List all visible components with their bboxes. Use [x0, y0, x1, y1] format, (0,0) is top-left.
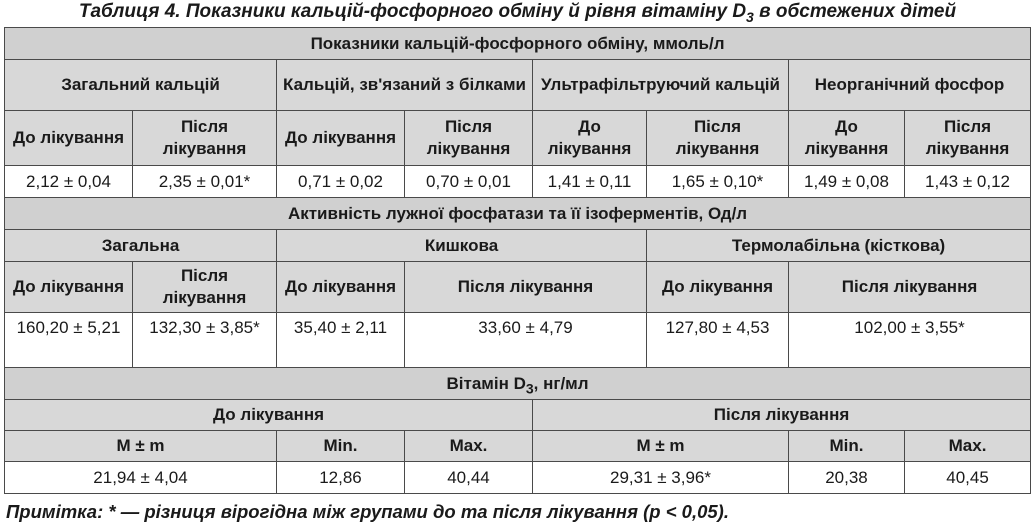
value-cell: 2,12 ± 0,04 — [5, 166, 133, 198]
value-cell: 1,49 ± 0,08 — [789, 166, 905, 198]
section-header-row — [5, 28, 1031, 60]
subheader-cell: Min. — [277, 431, 405, 462]
subheader-cell: Після лікування — [405, 111, 533, 166]
subheader-cell: До лікування — [5, 111, 133, 166]
subheader-cell: M ± m — [5, 431, 277, 462]
value-cell: 21,94 ± 4,04 — [5, 462, 277, 494]
value-cell: 33,60 ± 4,79 — [405, 313, 647, 368]
group-before-treatment: До лікування — [5, 400, 533, 431]
section-title-calcium: Показники кальцій-фосфорного обміну, ммоль/л — [5, 28, 1031, 60]
section-title-vitamin — [5, 368, 1031, 400]
group-header-row — [5, 60, 1031, 111]
subheader-cell: Після лікування — [405, 262, 647, 313]
subheader-cell: Min. — [789, 431, 905, 462]
subheader-cell: Після лікування — [647, 111, 789, 166]
vitamin-title-text: Вітамін D — [446, 373, 526, 393]
value-cell: 29,31 ± 3,96* — [533, 462, 789, 494]
section-header-row — [5, 198, 1031, 230]
value-cell: 1,43 ± 0,12 — [905, 166, 1031, 198]
group-total-phosphatase: Загальна — [5, 230, 277, 262]
caption-text: Таблиця 4. Показники кальцій-фосфорного обміну й рівня вітаміну D — [78, 1, 747, 22]
value-cell: 102,00 ± 3,55* — [789, 313, 1031, 368]
group-ultrafiltrating-calcium: Ультрафільтруючий кальцій — [533, 60, 789, 111]
group-total-calcium: Загальний кальцій — [5, 60, 277, 111]
value-cell: 12,86 — [277, 462, 405, 494]
group-header-row — [5, 230, 1031, 262]
value-cell: 132,30 ± 3,85* — [133, 313, 277, 368]
value-cell: 2,35 ± 0,01* — [133, 166, 277, 198]
subheader-row — [5, 262, 1031, 313]
group-intestinal-phosphatase: Кишкова — [277, 230, 647, 262]
section-title-phosphatase: Активність лужної фосфатази та її ізоферментів, Од/л — [5, 198, 1031, 230]
value-cell: 127,80 ± 4,53 — [647, 313, 789, 368]
table-row — [5, 166, 1031, 198]
subheader-cell: До лікування — [533, 111, 647, 166]
value-cell: 0,71 ± 0,02 — [277, 166, 405, 198]
group-thermolabile-phosphatase: Термолабільна (кісткова) — [647, 230, 1031, 262]
vitamin-title-unit: , нг/мл — [533, 373, 589, 393]
table-row — [5, 313, 1031, 368]
subheader-cell: Після лікування — [789, 262, 1031, 313]
value-cell: 20,38 — [789, 462, 905, 494]
caption-subscript: 3 — [746, 8, 754, 25]
group-inorganic-phosphorus: Неорганічний фосфор — [789, 60, 1031, 111]
subheader-cell: До лікування — [277, 111, 405, 166]
caption-text-end: в обстежених дітей — [753, 1, 957, 22]
subheader-cell: Після лікування — [133, 111, 277, 166]
subheader-row — [5, 431, 1031, 462]
value-cell: 1,41 ± 0,11 — [533, 166, 647, 198]
value-cell: 0,70 ± 0,01 — [405, 166, 533, 198]
section-header-row — [5, 368, 1031, 400]
table-caption — [0, 0, 1035, 26]
group-protein-calcium: Кальцій, зв'язаний з білками — [277, 60, 533, 111]
subheader-cell: Max. — [405, 431, 533, 462]
value-cell: 35,40 ± 2,11 — [277, 313, 405, 368]
value-cell: 40,44 — [405, 462, 533, 494]
subheader-cell: Max. — [905, 431, 1031, 462]
subheader-cell: M ± m — [533, 431, 789, 462]
table-row — [5, 462, 1031, 494]
subheader-cell: До лікування — [647, 262, 789, 313]
value-cell: 1,65 ± 0,10* — [647, 166, 789, 198]
group-after-treatment: Після лікування — [533, 400, 1031, 431]
subheader-cell: До лікування — [789, 111, 905, 166]
subheader-cell: Після лікування — [133, 262, 277, 313]
value-cell: 40,45 — [905, 462, 1031, 494]
table-footnote: Примітка: * — різниця вірогідна між групами до та після лікування (p < 0,05). — [6, 501, 729, 522]
vitamin-title-subscript: 3 — [525, 379, 534, 396]
subheader-cell: До лікування — [277, 262, 405, 313]
subheader-cell: Після лікування — [905, 111, 1031, 166]
subheader-row — [5, 111, 1031, 166]
value-cell: 160,20 ± 5,21 — [5, 313, 133, 368]
data-table — [4, 27, 1031, 494]
subheader-cell: До лікування — [5, 262, 133, 313]
group-header-row — [5, 400, 1031, 431]
